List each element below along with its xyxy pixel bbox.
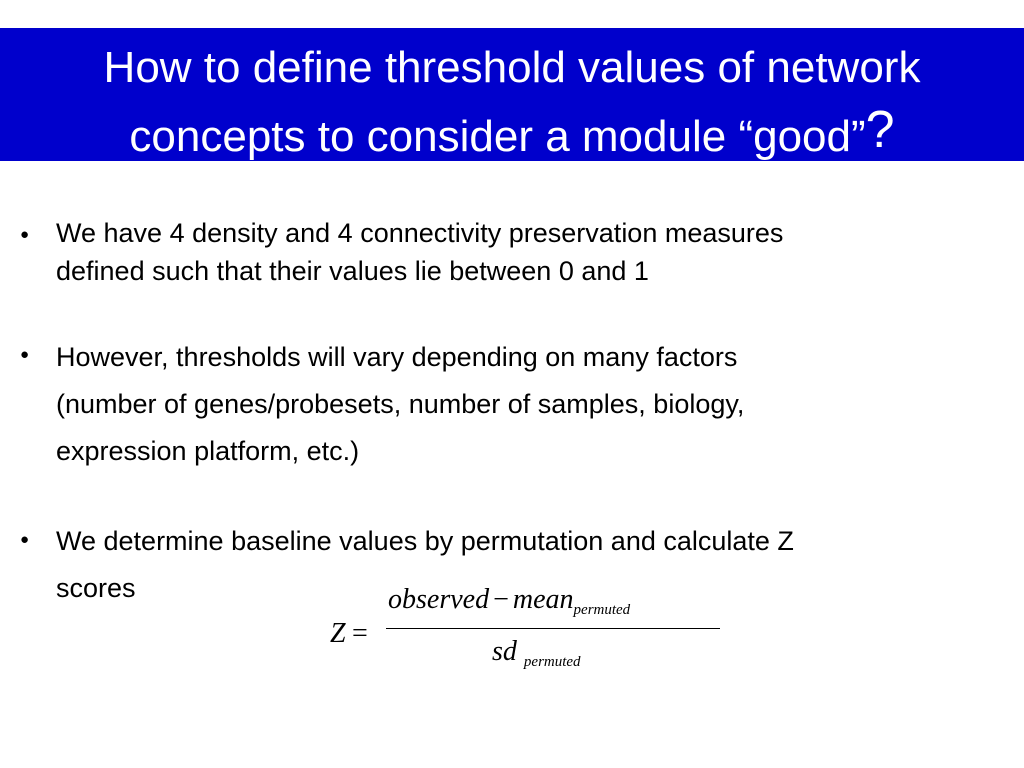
formula-numerator-subscript: permuted	[573, 602, 631, 618]
bullet-2-line-3: expression platform, etc.)	[56, 436, 360, 466]
formula-mean: mean	[512, 584, 574, 615]
formula-denominator	[492, 636, 581, 671]
bullet-text-1	[56, 214, 1016, 290]
bullet-2-line-2: (number of genes/probesets, number of samples, biology,	[56, 389, 745, 419]
title-question-mark: ?	[865, 101, 895, 159]
bullet-1-line-1: We have 4 density and 4 connectivity preservation measures	[56, 218, 784, 248]
bullet-3-line-2: scores	[56, 573, 136, 603]
formula-fraction-bar	[386, 628, 720, 629]
formula-denominator-subscript: permuted	[523, 654, 581, 670]
bullet-1-line-2: defined such that their values lie between 0 and 1	[56, 256, 649, 286]
formula-z: Z	[330, 618, 346, 649]
bullet-marker-1: ●	[20, 226, 30, 243]
bullet-marker-3: ●	[20, 531, 30, 548]
bullet-2-line-1: However, thresholds will vary depending on many factors	[56, 342, 738, 372]
slide-title-line-2	[0, 101, 1024, 163]
formula-sd: sd	[492, 636, 517, 667]
slide-title-line-2-text: concepts to consider a module “good”	[129, 112, 866, 161]
slide-title-line-1: How to define threshold values of network	[103, 43, 921, 92]
formula-observed: observed	[388, 584, 490, 615]
formula-minus: −	[493, 584, 509, 615]
title-bar	[0, 28, 1024, 161]
bullet-3-line-1: We determine baseline values by permutation and calculate Z	[56, 526, 794, 556]
z-score-formula	[330, 584, 730, 684]
bullet-marker-2: ●	[20, 346, 30, 363]
formula-equals: =	[352, 618, 368, 649]
formula-numerator	[388, 584, 630, 619]
bullet-text-2	[56, 334, 1016, 475]
